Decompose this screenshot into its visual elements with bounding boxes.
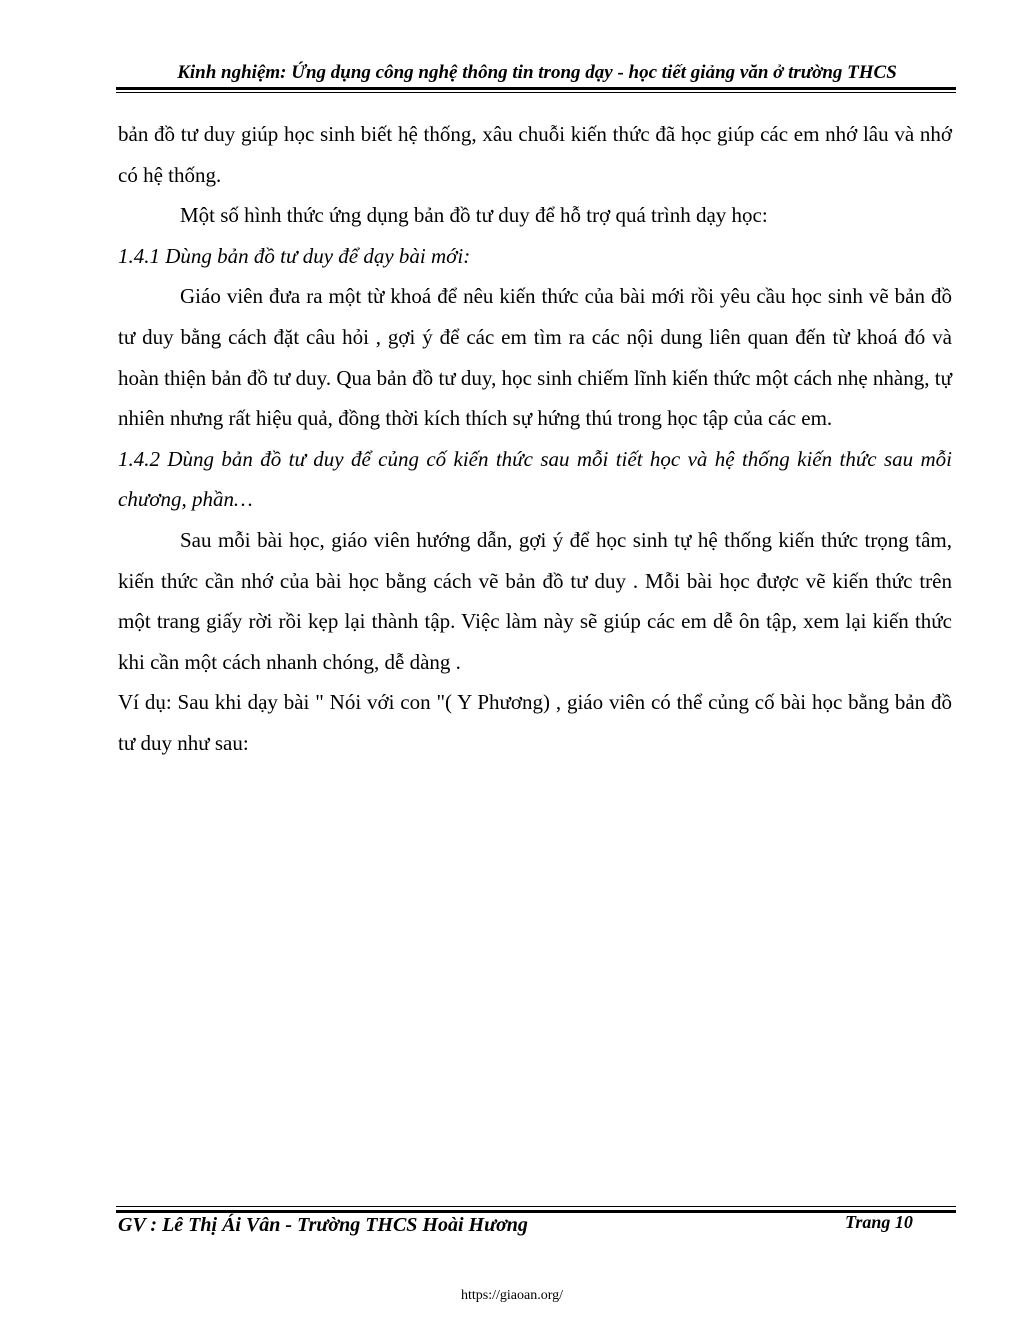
paragraph-1: bản đồ tư duy giúp học sinh biết hệ thống, xâu chuỗi kiến thức đã học giúp các em nhớ lâu và nhớ có hệ thống. (118, 122, 952, 187)
footer-rule-thin (116, 1206, 956, 1207)
paragraph-2: Một số hình thức ứng dụng bản đồ tư duy để hỗ trợ quá trình dạy học: (180, 203, 768, 228)
paragraph-5: Ví dụ: Sau khi dạy bài " Nói với con "( Y Phương) , giáo viên có thể củng cố bài học bằng bản đồ tư duy như sau: (118, 690, 952, 755)
section-heading-1-4-1: 1.4.1 Dùng bản đồ tư duy để dạy bài mới: (118, 243, 471, 268)
document-body (118, 114, 952, 764)
footer-author: GV : Lê Thị Ái Vân - Trường THCS Hoài Hương (118, 1214, 528, 1236)
footer-rule-thick (116, 1210, 956, 1213)
footer-page-number: Trang 10 (845, 1212, 913, 1232)
header-rule-thin (116, 92, 956, 93)
source-url[interactable]: https://giaoan.org/ (460, 1288, 563, 1303)
paragraph-3: Giáo viên đưa ra một từ khoá để nêu kiến thức của bài mới rồi yêu cầu học sinh vẽ bản đồ tư duy bằng cách đặt câu hỏi , gợi ý để các em tìm ra các nội dung liên quan đến từ khoá đó và hoàn thiện bản đồ tư duy. Qua bản đồ tư duy, học sinh chiếm lĩnh kiến thức một cách nhẹ nhàng, tự nhiên nhưng rất hiệu quả, đồng thời kích thích sự hứng thú trong học tập của các em. (118, 284, 952, 431)
paragraph-4: Sau mỗi bài học, giáo viên hướng dẫn, gợi ý để học sinh tự hệ thống kiến thức trọng tâm, kiến thức cần nhớ của bài học bằng cách vẽ bản đồ tư duy . Mỗi bài học được vẽ kiến thức trên một trang giấy rời rồi kẹp lại thành tập. Việc làm này sẽ giúp các em dễ ôn tập, xem lại kiến thức khi cần một cách nhanh chóng, dễ dàng . (118, 527, 952, 674)
header-rule-thick (116, 87, 956, 90)
page-header-title: Kinh nghiệm: Ứng dụng công nghệ thông tin trong dạy - học tiết giảng văn ở trường THCS (177, 62, 897, 83)
section-heading-1-4-2: 1.4.2 Dùng bản đồ tư duy để củng cố kiến thức sau mỗi tiết học và hệ thống kiến thức sau mỗi chương, phần… (118, 446, 952, 512)
